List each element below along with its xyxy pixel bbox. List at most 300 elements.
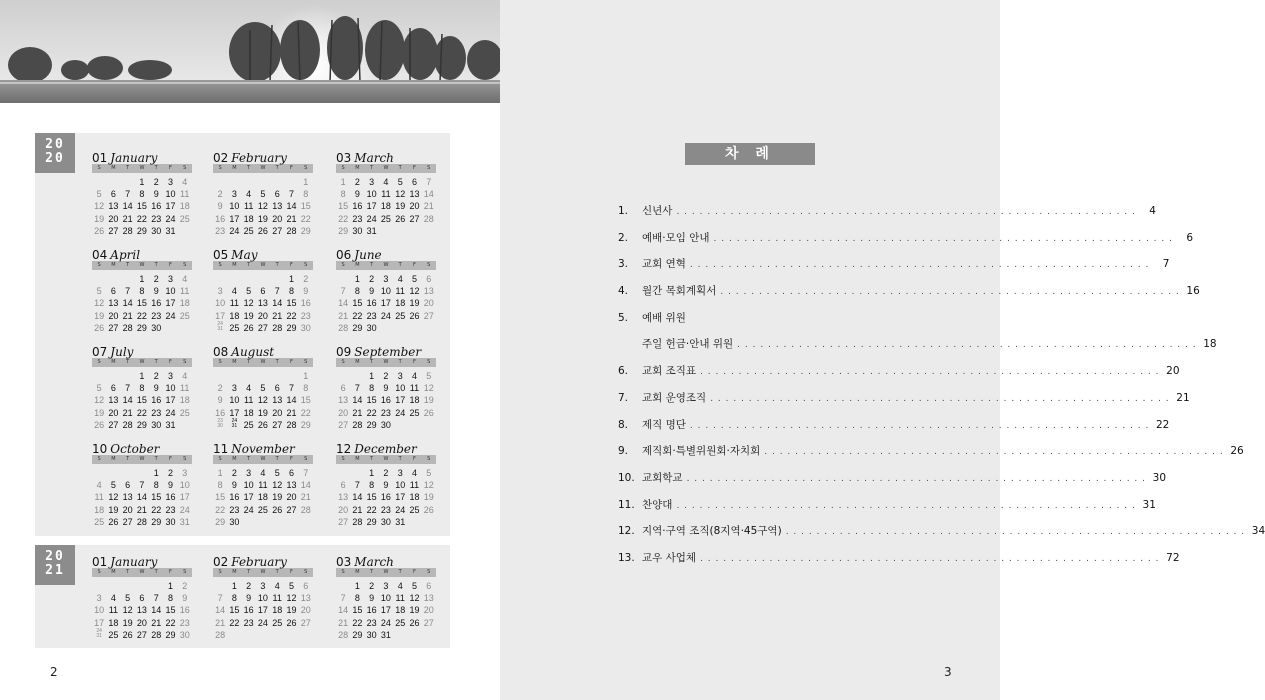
day-cell: 28 <box>286 419 297 430</box>
day-cell: 27 <box>122 516 133 527</box>
toc-item[interactable] <box>618 550 1180 577</box>
day-cell: 17 <box>380 605 391 616</box>
day-cell: 24 <box>165 213 176 224</box>
day-cell: 30 <box>151 322 162 333</box>
empty-day <box>242 370 256 382</box>
day-cell: 15 <box>300 395 311 406</box>
day-cell: 9 <box>383 383 389 394</box>
day-cell: 1 <box>288 274 294 284</box>
day-cell: 29 <box>352 629 363 640</box>
day-cell: 18 <box>179 395 190 406</box>
weekday-label: S <box>183 569 187 575</box>
day-cell: 6 <box>426 581 432 591</box>
empty-day <box>106 580 120 592</box>
day-cell: 21 <box>423 201 434 212</box>
weekday-label: S <box>183 165 187 171</box>
day-cell: 20 <box>108 213 119 224</box>
day-cell: 1 <box>217 468 223 478</box>
month-name: November <box>231 442 295 456</box>
day-cell: 25 <box>108 629 119 640</box>
month-number: 10 <box>92 442 108 456</box>
day-cell: 4 <box>182 177 188 187</box>
day-grid <box>213 176 313 237</box>
day-cell: 21 <box>122 407 133 418</box>
toc-item[interactable] <box>618 310 886 337</box>
weekday-label: M <box>111 456 116 462</box>
day-cell: 18 <box>243 213 254 224</box>
weekday-label: T <box>275 569 279 575</box>
day-cell: 16 <box>165 492 176 503</box>
toc-leader-dots: . . . . . . . . . . . . . . . . . . . . . . . . . . . . . . . . . . . . . . . . . . . . . . . . . . . . . . . . . . . . <box>710 393 1170 404</box>
page-number-left: 2 <box>50 665 58 679</box>
month-name: September <box>354 345 422 359</box>
month-name: June <box>354 248 382 262</box>
toc-item[interactable] <box>618 256 1170 283</box>
day-cell: 22 <box>300 407 311 418</box>
day-cell: 4 <box>411 371 417 381</box>
day-cell: 12 <box>257 201 268 212</box>
weekday-label: M <box>355 359 360 365</box>
day-cell: 25 <box>395 310 406 321</box>
day-cell: 28 <box>338 629 349 640</box>
weekday-label: S <box>183 262 187 268</box>
weekday-label: F <box>290 569 293 575</box>
month-number: 11 <box>213 442 229 456</box>
toc-item[interactable] <box>618 283 1200 310</box>
month-name: February <box>231 555 287 569</box>
day-cell: 21 <box>352 407 363 418</box>
day-cell: 6 <box>260 286 266 297</box>
day-cell: 14 <box>352 395 363 406</box>
day-cell: 15 <box>366 395 377 406</box>
empty-day <box>270 273 284 285</box>
day-cell: 3 <box>96 593 102 604</box>
month-number: 01 <box>92 151 108 165</box>
day-cell: 14 <box>136 492 147 503</box>
day-cell: 3 <box>167 177 173 187</box>
day-cell: 27 <box>108 322 119 333</box>
month-number: 03 <box>336 151 352 165</box>
toc-item[interactable] <box>618 336 1217 363</box>
toc-item[interactable] <box>618 443 1244 470</box>
empty-day <box>92 176 106 188</box>
weekday-label: F <box>169 456 172 462</box>
day-cell: 4 <box>231 286 237 297</box>
day-cell: 20 <box>338 504 349 515</box>
day-cell: 25 <box>257 504 268 515</box>
day-cell: 23 <box>366 617 377 628</box>
toc-leader-dots: . . . . . . . . . . . . . . . . . . . . . . . . . . . . . . . . . . . . . . . . . . . . . . . . . . . . . . . . . . . . <box>764 447 1224 458</box>
day-cell: 20 <box>423 605 434 616</box>
weekday-label: T <box>398 359 402 365</box>
month-name: February <box>231 151 287 165</box>
weekday-label: S <box>97 165 101 171</box>
day-cell: 3 <box>231 189 237 200</box>
day-cell: 4 <box>411 468 417 478</box>
day-cell: 14 <box>338 298 349 309</box>
day-cell: 28 <box>151 629 162 640</box>
month-name: August <box>231 345 275 359</box>
weekday-label: T <box>154 569 158 575</box>
day-cell: 28 <box>136 516 147 527</box>
day-cell: 24 <box>380 617 391 628</box>
month-name: April <box>110 248 141 262</box>
day-cell: 4 <box>397 274 403 284</box>
month-june <box>336 244 436 334</box>
day-cell: 1 <box>369 371 375 381</box>
month-february <box>213 551 313 641</box>
day-cell: 17 <box>243 492 254 503</box>
day-cell: 6 <box>411 177 417 187</box>
toc-item-number: 4. <box>618 285 629 298</box>
day-cell: 6 <box>274 189 280 200</box>
day-cell: 2 <box>303 274 309 284</box>
month-title <box>213 438 313 454</box>
toc-item-page: 26 <box>1230 445 1244 458</box>
weekday-label: S <box>97 359 101 365</box>
toc-item-title: 지역·구역 조직(8지역·45구역) <box>642 525 782 538</box>
day-grid <box>92 370 192 431</box>
day-cell: 23 <box>243 617 254 628</box>
day-cell: 31 <box>366 225 377 236</box>
day-cell: 26 <box>108 516 119 527</box>
day-cell: 29 <box>151 516 162 527</box>
day-cell: 16 <box>179 605 190 616</box>
day-cell: 9 <box>217 395 223 406</box>
day-cell: 8 <box>354 286 360 297</box>
weekday-header <box>92 164 192 173</box>
weekday-label: M <box>232 165 237 171</box>
day-grid <box>336 467 436 528</box>
empty-day <box>227 176 241 188</box>
day-cell: 30 <box>380 516 391 527</box>
toc-item-page: 4 <box>1149 205 1156 217</box>
month-title <box>92 551 192 567</box>
day-cell: 11 <box>272 593 282 604</box>
day-cell: 28 <box>352 419 363 430</box>
weekday-label: W <box>383 359 389 365</box>
month-number: 01 <box>92 555 108 569</box>
weekday-label: T <box>370 262 374 268</box>
day-cell: 19 <box>94 310 105 321</box>
day-cell: 3 <box>397 468 403 478</box>
day-cell: 27 <box>108 225 119 236</box>
day-cell: 25 <box>409 407 420 418</box>
day-cell: 30 <box>151 225 162 236</box>
day-cell: 28 <box>122 419 133 430</box>
day-cell: 16 <box>380 395 391 406</box>
toc-item[interactable] <box>618 417 1170 444</box>
empty-day <box>121 176 135 188</box>
day-cell: 30 <box>352 225 363 236</box>
day-cell: 20 <box>409 201 420 212</box>
month-title <box>336 551 436 567</box>
day-cell: 3 <box>383 581 389 591</box>
day-cell: 15 <box>300 201 311 212</box>
day-cell: 13 <box>272 201 283 212</box>
empty-day <box>227 370 241 382</box>
empty-day <box>256 273 270 285</box>
day-cell: 17 <box>215 310 226 321</box>
day-cell: 26 <box>94 322 105 333</box>
day-cell: 12 <box>122 605 133 616</box>
toc-item-title: 예배·모임 안내 <box>642 231 710 244</box>
day-cell: 11 <box>243 201 254 212</box>
toc-item-number: 12. <box>618 525 635 538</box>
day-cell: 9 <box>153 189 159 200</box>
day-cell: 25 <box>179 310 190 321</box>
day-cell: 18 <box>229 310 240 321</box>
day-cell: 17 <box>179 492 190 503</box>
weekday-label: W <box>139 456 145 462</box>
day-cell: 21 <box>122 310 133 321</box>
day-cell: 23 <box>229 504 240 515</box>
day-cell: 16 <box>380 492 391 503</box>
month-number: 03 <box>336 555 352 569</box>
day-grid <box>213 580 313 641</box>
day-cell: 21 <box>215 617 226 628</box>
weekday-label: M <box>111 359 116 365</box>
toc-item-title: 예배 위원 <box>642 311 686 324</box>
weekday-header <box>92 358 192 367</box>
day-grid <box>336 176 436 237</box>
day-cell: 17 <box>395 395 406 406</box>
day-cell: 29 <box>300 225 311 236</box>
weekday-header <box>213 164 313 173</box>
day-cell: 9 <box>383 480 389 491</box>
weekday-header <box>336 568 436 577</box>
weekday-header <box>213 568 313 577</box>
day-cell: 16 <box>300 298 311 309</box>
weekday-label: T <box>247 262 251 268</box>
day-grid <box>92 273 192 334</box>
right-page <box>500 0 1265 700</box>
day-cell: 23 <box>352 213 363 224</box>
day-cell: 29 <box>286 322 297 333</box>
empty-day <box>121 467 135 479</box>
day-cell: 28 <box>352 516 363 527</box>
weekday-label: T <box>398 569 402 575</box>
year-tab-2021: 20 21 <box>35 545 75 585</box>
toc-item-page: 34 <box>1251 525 1265 538</box>
day-cell: 14 <box>423 189 434 200</box>
empty-day <box>92 580 106 592</box>
day-cell: 20 <box>108 407 119 418</box>
day-cell: 8 <box>303 383 309 394</box>
empty-day <box>227 273 241 285</box>
month-number: 08 <box>213 345 229 359</box>
day-cell: 22 <box>338 213 349 224</box>
toc-item[interactable] <box>618 390 1190 417</box>
day-cell: 1 <box>139 177 145 187</box>
day-cell: 5 <box>96 286 102 297</box>
day-cell: 18 <box>257 492 268 503</box>
weekday-label: T <box>370 359 374 365</box>
day-cell: 9 <box>246 593 252 604</box>
empty-day <box>336 273 350 285</box>
day-cell: 4 <box>110 593 116 604</box>
day-cell: 29 <box>136 322 147 333</box>
day-cell: 28 <box>338 322 349 333</box>
empty-day <box>121 273 135 285</box>
day-cell: 25 <box>243 419 254 430</box>
weekday-label: S <box>183 359 187 365</box>
day-cell: 22 <box>352 310 363 321</box>
day-cell: 31 <box>179 516 190 527</box>
day-cell: 4 <box>260 468 266 478</box>
day-cell: 26 <box>243 322 254 333</box>
empty-day <box>135 580 149 592</box>
day-cell: 3 <box>260 581 266 591</box>
toc-leader-dots: . . . . . . . . . . . . . . . . . . . . . . . . . . . . . . . . . . . . . . . . . . . . . . . . . . . . . . . . . . . . <box>689 260 1150 271</box>
day-cell: 6 <box>288 468 294 478</box>
month-name: December <box>354 442 417 456</box>
page-number-right: 3 <box>944 665 952 679</box>
toc-item-number: 8. <box>618 418 629 431</box>
toc-item[interactable] <box>618 523 1265 550</box>
toc-item-page: 30 <box>1152 471 1167 484</box>
weekday-label: S <box>427 456 431 462</box>
left-page <box>0 0 500 700</box>
day-cell: 20 <box>136 617 147 628</box>
day-cell: 1 <box>139 274 145 284</box>
day-cell: 3 <box>369 177 375 187</box>
toc-leader-dots: . . . . . . . . . . . . . . . . . . . . . . . . . . . . . . . . . . . . . . . . . . . . . . . . . . . . . . . . . . . . <box>713 233 1173 244</box>
day-cell: 26 <box>257 419 268 430</box>
day-cell: 13 <box>136 605 147 616</box>
day-cell: 23 <box>151 407 162 418</box>
day-cell: 12 <box>108 492 119 503</box>
day-cell: 29 <box>366 516 377 527</box>
day-cell: 5 <box>260 383 266 394</box>
empty-day <box>336 467 350 479</box>
day-cell: 20 <box>423 298 434 309</box>
day-cell: 10 <box>243 480 254 491</box>
day-cell: 25 <box>179 407 190 418</box>
weekday-header <box>213 358 313 367</box>
day-cell: 18 <box>179 298 190 309</box>
day-cell: 15 <box>366 492 377 503</box>
day-cell: 11 <box>409 480 420 491</box>
day-grid <box>92 176 192 237</box>
day-cell: 14 <box>286 395 297 406</box>
day-cell: 29 <box>136 419 147 430</box>
day-cell: 11 <box>243 395 254 406</box>
weekday-label: S <box>427 359 431 365</box>
toc-item-page: 22 <box>1156 418 1170 431</box>
day-cell: 2 <box>246 581 252 591</box>
day-cell: 17 <box>229 407 240 418</box>
toc-leader-dots: . . . . . . . . . . . . . . . . . . . . . . . . . . . . . . . . . . . . . . . . . . . . . . . . . . . . . . . . . . . . <box>689 420 1150 431</box>
weekday-label: T <box>126 165 130 171</box>
day-cell: 16 <box>366 298 377 309</box>
day-cell: 27 <box>108 419 119 430</box>
weekday-label: T <box>398 165 402 171</box>
day-cell: 24 31 <box>231 417 238 430</box>
day-cell: 16 <box>243 605 254 616</box>
day-cell: 12 <box>423 383 434 394</box>
day-cell: 20 <box>286 492 297 503</box>
month-name: January <box>110 151 158 165</box>
day-cell: 2 <box>369 274 375 284</box>
empty-day <box>106 467 120 479</box>
day-cell: 2 <box>153 371 159 381</box>
day-cell: 6 <box>340 480 346 491</box>
day-cell: 8 <box>231 593 237 604</box>
toc-item[interactable] <box>618 470 1167 497</box>
weekday-label: S <box>341 359 345 365</box>
day-cell: 29 <box>338 225 349 236</box>
day-cell: 24 <box>165 407 176 418</box>
day-cell: 4 <box>397 581 403 591</box>
month-january <box>92 551 192 641</box>
day-cell: 2 <box>217 383 223 394</box>
toc-item-title: 찬양대 <box>642 498 673 511</box>
day-cell: 10 <box>229 395 240 406</box>
day-cell: 21 <box>286 213 297 224</box>
day-cell: 15 <box>352 605 363 616</box>
day-cell: 22 <box>151 504 162 515</box>
day-cell: 21 <box>272 310 283 321</box>
day-cell: 18 <box>395 298 406 309</box>
toc-title: 차 례 <box>685 143 815 165</box>
day-cell: 22 <box>165 617 176 628</box>
day-cell: 29 <box>352 322 363 333</box>
day-cell: 21 <box>286 407 297 418</box>
weekday-header <box>336 261 436 270</box>
day-cell: 5 <box>397 177 403 187</box>
day-cell: 1 <box>167 581 173 591</box>
month-title <box>336 341 436 357</box>
day-cell: 2 <box>182 581 188 591</box>
weekday-label: T <box>370 165 374 171</box>
toc-item[interactable] <box>618 203 1156 230</box>
day-cell: 24 <box>366 213 377 224</box>
day-cell: 5 <box>426 468 432 478</box>
day-cell: 7 <box>288 383 294 394</box>
weekday-label: W <box>139 165 145 171</box>
day-cell: 16 <box>215 407 226 418</box>
weekday-header <box>213 455 313 464</box>
day-cell: 13 <box>423 593 434 604</box>
month-title <box>92 438 192 454</box>
toc-item-title: 교회 조직표 <box>642 365 697 378</box>
day-cell: 22 <box>215 504 226 515</box>
month-title <box>336 244 436 260</box>
weekday-label: S <box>218 569 222 575</box>
month-march <box>336 551 436 641</box>
weekday-label: M <box>355 569 360 575</box>
day-cell: 6 <box>274 383 280 394</box>
day-cell: 8 <box>139 286 145 297</box>
weekday-label: W <box>260 456 266 462</box>
toc-item[interactable] <box>618 363 1180 390</box>
day-cell: 23 30 <box>217 417 223 430</box>
weekday-label: F <box>413 456 416 462</box>
toc-item[interactable] <box>618 230 1193 257</box>
day-cell: 30 <box>366 322 377 333</box>
day-cell: 4 <box>96 480 102 491</box>
day-grid <box>213 273 313 334</box>
day-cell: 27 <box>286 504 297 515</box>
day-cell: 9 <box>369 593 375 604</box>
day-cell: 6 <box>125 480 131 491</box>
day-cell: 23 <box>300 310 311 321</box>
day-cell: 16 <box>366 605 377 616</box>
day-cell: 20 <box>300 605 311 616</box>
toc-item[interactable] <box>618 497 1156 524</box>
month-august <box>213 341 313 431</box>
